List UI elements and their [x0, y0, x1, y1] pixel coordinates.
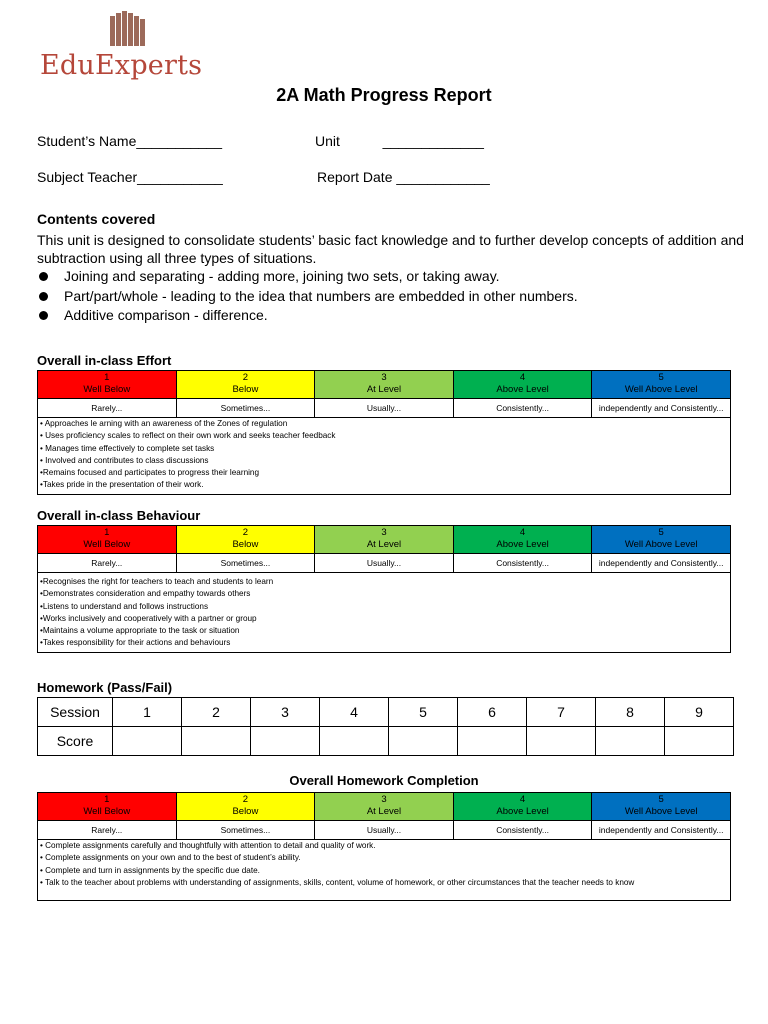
brand-logo-text: EduExperts: [40, 50, 203, 81]
list-item: Additive comparison - difference.: [37, 306, 747, 326]
level-4: 4 Above Level: [454, 371, 593, 398]
level-4: 4 Above Level: [454, 526, 593, 553]
homework-table: [37, 697, 734, 756]
rubric-criteria: • Complete assignments carefully and thoughtfully with attention to detail and quality of work. • Complete assignments on your own and to the best of student’s ability. • Complete and turn in assignments by the specific due date. • Talk to the teacher about problems with understanding of assignments, skills, content, volume of homework, or other circumstances that the teacher needs to know: [40, 841, 635, 887]
level-3: 3 At Level: [315, 371, 454, 398]
level-5: 5 Well Above Level: [592, 793, 730, 820]
effort-rubric: [37, 370, 731, 495]
homework-heading: Homework (Pass/Fail): [37, 680, 173, 695]
rubric-levels: [38, 526, 730, 554]
score-cell[interactable]: [389, 727, 458, 756]
completion-heading: Overall Homework Completion: [289, 773, 479, 788]
rubric-levels: [38, 371, 730, 399]
rubric-descriptors: Rarely... Sometimes... Usually... Consistently... independently and Consistently...: [38, 399, 730, 418]
rubric-levels: [38, 793, 730, 821]
level-1: 1 Well Below: [38, 371, 177, 398]
level-5: 5 Well Above Level: [592, 371, 730, 398]
list-item: Joining and separating - adding more, joining two sets, or taking away.: [37, 267, 747, 287]
level-2: 2 Below: [177, 526, 316, 553]
rubric-descriptors: Rarely... Sometimes... Usually... Consistently... independently and Consistently...: [38, 821, 730, 840]
behaviour-rubric: [37, 525, 731, 653]
contents-bullets: [37, 267, 747, 326]
score-cell[interactable]: [665, 727, 734, 756]
table-row: Session 1 2 3 4 5 6 7 8 9: [38, 698, 734, 727]
rubric-criteria: •Recognises the right for teachers to teach and students to learn •Demonstrates consideration and empathy towards others •Listens to understand and follows instructions •Works inclusively and cooperatively with a partner or group •Maintains a volume appropriate to the task or situation •Takes responsibility for their actions and behaviours: [40, 577, 274, 648]
score-label: Score: [38, 727, 113, 756]
list-item: Part/part/whole - leading to the idea that numbers are embedded in other numbers.: [37, 287, 747, 307]
page-title: 2A Math Progress Report: [276, 85, 492, 105]
completion-rubric: [37, 792, 731, 901]
level-1: 1 Well Below: [38, 526, 177, 553]
level-2: 2 Below: [177, 793, 316, 820]
behaviour-heading: Overall in-class Behaviour: [37, 508, 201, 523]
student-name-field: Student’s Name___________: [37, 133, 223, 149]
level-3: 3 At Level: [315, 793, 454, 820]
score-cell[interactable]: [527, 727, 596, 756]
contents-text: This unit is designed to consolidate students’ basic fact knowledge and to further develop concepts of addition and subtraction using all three types of situations.: [37, 232, 744, 266]
score-cell[interactable]: [320, 727, 389, 756]
level-1: 1 Well Below: [38, 793, 177, 820]
contents-heading: Contents covered: [37, 211, 156, 227]
unit-field: Unit _____________: [315, 133, 484, 149]
score-cell[interactable]: [182, 727, 251, 756]
effort-heading: Overall in-class Effort: [37, 353, 172, 368]
level-2: 2 Below: [177, 371, 316, 398]
level-3: 3 At Level: [315, 526, 454, 553]
score-cell[interactable]: [251, 727, 320, 756]
session-label: Session: [38, 698, 113, 727]
level-4: 4 Above Level: [454, 793, 593, 820]
report-date-field: Report Date ____________: [317, 169, 490, 185]
level-5: 5 Well Above Level: [592, 526, 730, 553]
score-cell[interactable]: [596, 727, 665, 756]
rubric-criteria: • Approaches le arning with an awareness of the Zones of regulation • Uses proficiency scales to reflect on their own work and seeks teacher feedback • Manages time effectively to complete set tasks • Involved and contributes to class discussions •Remains focused and participates to progress their learning •Takes pride in the presentation of their work.: [40, 419, 336, 490]
score-cell[interactable]: [458, 727, 527, 756]
table-row: [38, 727, 734, 756]
subject-teacher-field: Subject Teacher___________: [37, 169, 223, 185]
rubric-descriptors: Rarely... Sometimes... Usually... Consistently... independently and Consistently...: [38, 554, 730, 573]
score-cell[interactable]: [113, 727, 182, 756]
